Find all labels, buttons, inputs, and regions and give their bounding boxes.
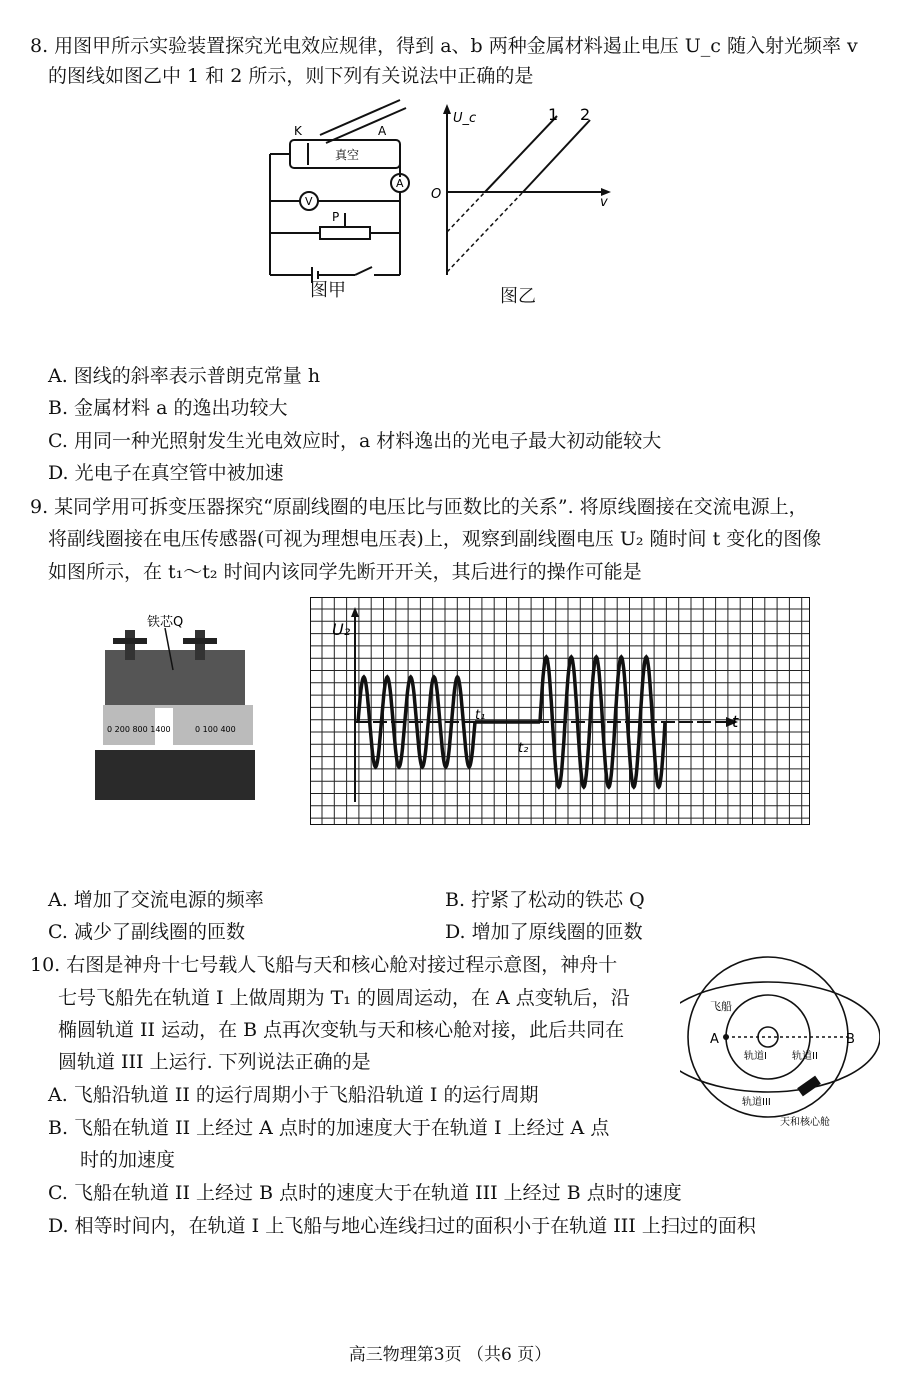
q8-figure-b-graph: [425, 100, 620, 290]
line-2-label: 2: [580, 105, 591, 124]
q10-option-d: D. 相等时间内，在轨道 I 上飞船与地心连线扫过的面积小于在轨道 III 上扫过的面积: [48, 1215, 756, 1237]
line-1-label: 1: [548, 105, 559, 124]
q8-option-a: A. 图线的斜率表示普朗克常量 h: [48, 365, 321, 387]
station-label: 天和核心舱: [780, 1117, 830, 1128]
q10-stem-line4: 圆轨道 III 上运行. 下列说法正确的是: [58, 1051, 371, 1073]
q8-option-d: D. 光电子在真空管中被加速: [48, 462, 284, 484]
page-footer: 高三物理第3页 （共6 页）: [348, 1345, 552, 1365]
orbit-1-label: 轨道I: [744, 1051, 767, 1062]
origin-label: O: [431, 187, 442, 202]
q10-option-b: B. 飞船在轨道 II 上经过 A 点时的加速度大于在轨道 I 上经过 A 点: [48, 1117, 610, 1139]
q8-option-b: B. 金属材料 a 的逸出功较大: [48, 397, 288, 419]
q8-figure-b-caption: 图乙: [500, 286, 536, 307]
q8-figure-a-caption: 图甲: [310, 280, 346, 301]
label-k: K: [294, 124, 302, 138]
axis-x-label: v: [600, 195, 608, 210]
q9-stem-line1: 9. 某同学用可拆变压器探究“原副线圈的电压比与匝数比的关系”. 将原线圈接在交流电源上，: [30, 496, 808, 518]
q8-stem-line1: 8. 用图甲所示实验装置探究光电效应规律，得到 a、b 两种金属材料遏止电压 U_c 随入射光频率 v: [30, 35, 858, 57]
t2-label: t₂: [518, 741, 529, 756]
q10-option-c: C. 飞船在轨道 II 上经过 B 点时的速度大于在轨道 III 上经过 B 点时的速度: [48, 1182, 682, 1204]
q10-stem-line3: 椭圆轨道 II 运动，在 B 点再次变轨与天和核心舱对接，此后共同在: [58, 1019, 625, 1041]
point-b-label: B: [846, 1032, 855, 1047]
ship-label: 飞船: [710, 1000, 732, 1013]
q9-voltage-graph: [310, 597, 810, 825]
scale-right-label: 0 100 400: [195, 725, 236, 734]
q9-option-a: A. 增加了交流电源的频率: [48, 889, 264, 911]
q9-option-c: C. 减少了副线圈的匝数: [48, 921, 245, 943]
q10-option-a: A. 飞船沿轨道 II 的运行周期小于飞船沿轨道 I 的运行周期: [48, 1084, 539, 1106]
point-a-label: A: [710, 1032, 719, 1047]
q10-option-b-cont: 时的加速度: [80, 1149, 176, 1171]
q9-stem-line3: 如图所示，在 t₁～t₂ 时间内该同学先断开开关，其后进行的操作可能是: [48, 561, 642, 583]
label-anode: A: [378, 124, 387, 138]
label-slider: P: [332, 210, 340, 224]
q9-transformer-photo: [85, 610, 270, 810]
graph-x-label: t: [732, 712, 739, 731]
q9-option-b: B. 拧紧了松动的铁芯 Q: [445, 889, 645, 911]
q9-stem-line2: 将副线圈接在电压传感器(可视为理想电压表)上，观察到副线圈电压 U₂ 随时间 t 变化的图像: [48, 528, 822, 550]
orbit-3-label: 轨道III: [742, 1097, 771, 1108]
label-vacuum: 真空: [335, 148, 360, 162]
t1-label: t₁: [475, 708, 486, 723]
graph-y-label: U₂: [332, 620, 351, 639]
q10-stem-line1: 10. 右图是神舟十七号载人飞船与天和核心舱对接过程示意图，神舟十: [30, 954, 618, 976]
voltmeter-icon: V: [305, 195, 313, 208]
q10-orbit-figure: [680, 955, 880, 1135]
orbit-2-label: 轨道II: [792, 1051, 818, 1062]
core-q-label: 铁芯Q: [147, 615, 184, 630]
q9-option-d: D. 增加了原线圈的匝数: [445, 921, 643, 943]
scale-left-label: 0 200 800 1400: [107, 725, 171, 734]
q8-option-c: C. 用同一种光照射发生光电效应时，a 材料逸出的光电子最大初动能较大: [48, 430, 662, 452]
axis-y-label: U_c: [453, 111, 477, 126]
q8-figure-a-circuit: [260, 95, 435, 290]
ammeter-icon: A: [396, 177, 404, 190]
q8-stem-line2: 的图线如图乙中 1 和 2 所示，则下列有关说法中正确的是: [48, 65, 534, 87]
q10-stem-line2: 七号飞船先在轨道 I 上做周期为 T₁ 的圆周运动，在 A 点变轨后，沿: [58, 987, 630, 1009]
